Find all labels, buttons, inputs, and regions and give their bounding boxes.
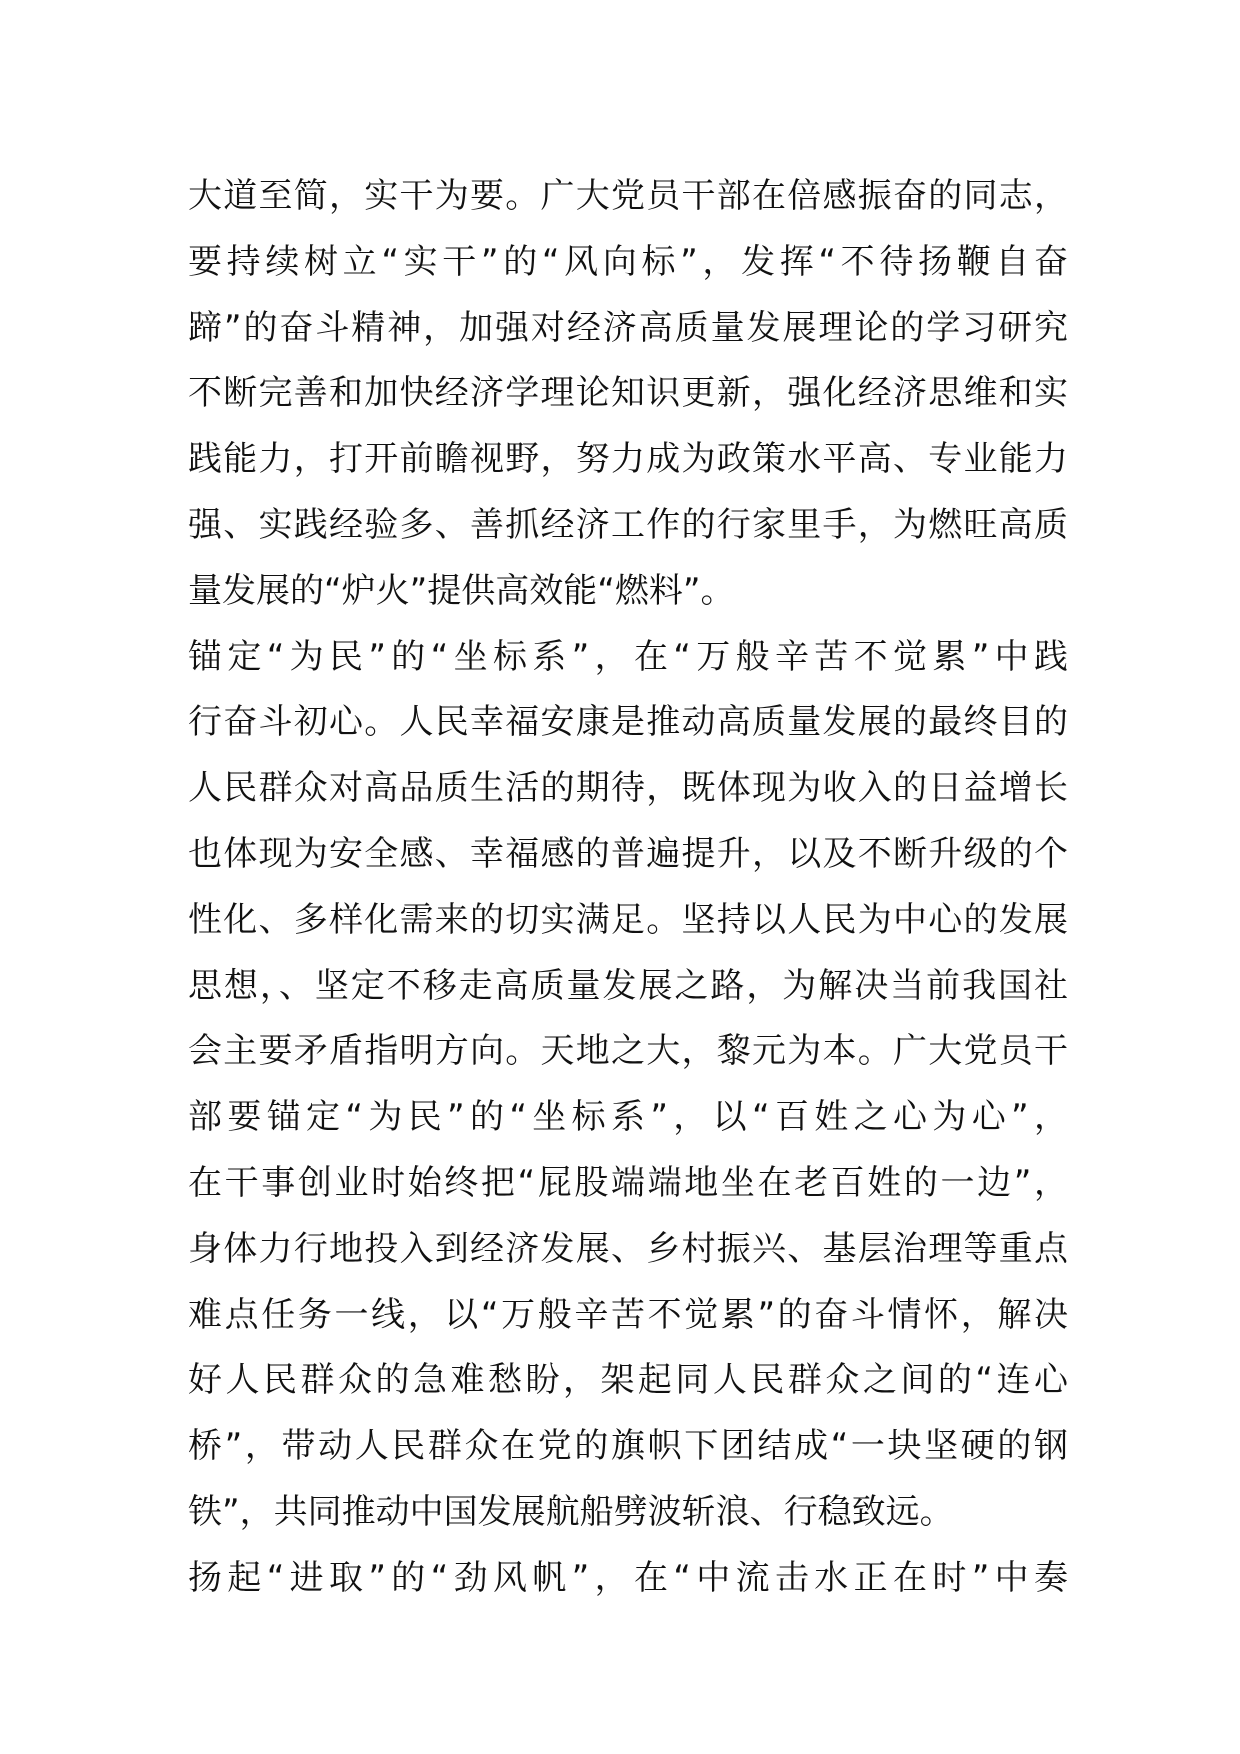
text-line-19: 好人民群众的急难愁盼，架起同人民群众之间的“连心 <box>188 1360 1068 1401</box>
text-line-13: 思想，、坚定不移走高质量发展之路，为解决当前我国社 <box>188 965 1068 1006</box>
text-line-14: 会主要矛盾指明方向。天地之大，黎元为本。广大党员干 <box>188 1031 1068 1072</box>
text-line-9: 行奋斗初心。人民幸福安康是推动高质量发展的最终目的 <box>188 702 1068 743</box>
body-text <box>188 164 1068 1612</box>
text-line-20: 桥”，带动人民群众在党的旗帜下团结成“一块坚硬的钢 <box>188 1426 1068 1467</box>
text-line-1: 大道至简，实干为要。广大党员干部在倍感振奋的同志， <box>188 176 1068 216</box>
text-line-22: 扬起“进取”的“劲风帆”，在“中流击水正在时”中奏 <box>188 1557 1068 1598</box>
text-line-7: 量发展的“炉火”提供高效能“燃料”。 <box>188 570 735 611</box>
text-line-6: 强、实践经验多、善抓经济工作的行家里手，为燃旺高质 <box>188 504 1068 545</box>
text-line-4: 不断完善和加快经济学理论知识更新，强化经济思维和实 <box>188 373 1068 414</box>
text-line-17: 身体力行地投入到经济发展、乡村振兴、基层治理等重点 <box>188 1228 1068 1269</box>
text-line-21: 铁”，共同推动中国发展航船劈波斩浪、行稳致远。 <box>188 1491 954 1532</box>
text-line-2: 要持续树立“实干”的“风向标”，发挥“不待扬鞭自奋 <box>188 241 1068 282</box>
text-line-15: 部要锚定“为民”的“坐标系”，以“百姓之心为心”， <box>188 1097 1068 1138</box>
text-line-18: 难点任务一线，以“万般辛苦不觉累”的奋斗情怀，解决 <box>188 1294 1068 1335</box>
text-line-10: 人民群众对高品质生活的期待，既体现为收入的日益增长 <box>188 768 1068 809</box>
text-line-12: 性化、多样化需来的切实满足。坚持以人民为中心的发展 <box>188 899 1068 940</box>
text-line-3: 蹄”的奋斗精神，加强对经济高质量发展理论的学习研究 <box>188 307 1068 348</box>
text-line-5: 践能力，打开前瞻视野，努力成为政策水平高、专业能力 <box>188 439 1068 480</box>
text-line-8: 锚定“为民”的“坐标系”，在“万般辛苦不觉累”中践 <box>188 636 1068 677</box>
text-line-11: 也体现为安全感、幸福感的普遍提升，以及不断升级的个 <box>188 833 1068 874</box>
text-line-16: 在干事创业时始终把“屁股端端地坐在老百姓的一边”， <box>188 1162 1068 1203</box>
